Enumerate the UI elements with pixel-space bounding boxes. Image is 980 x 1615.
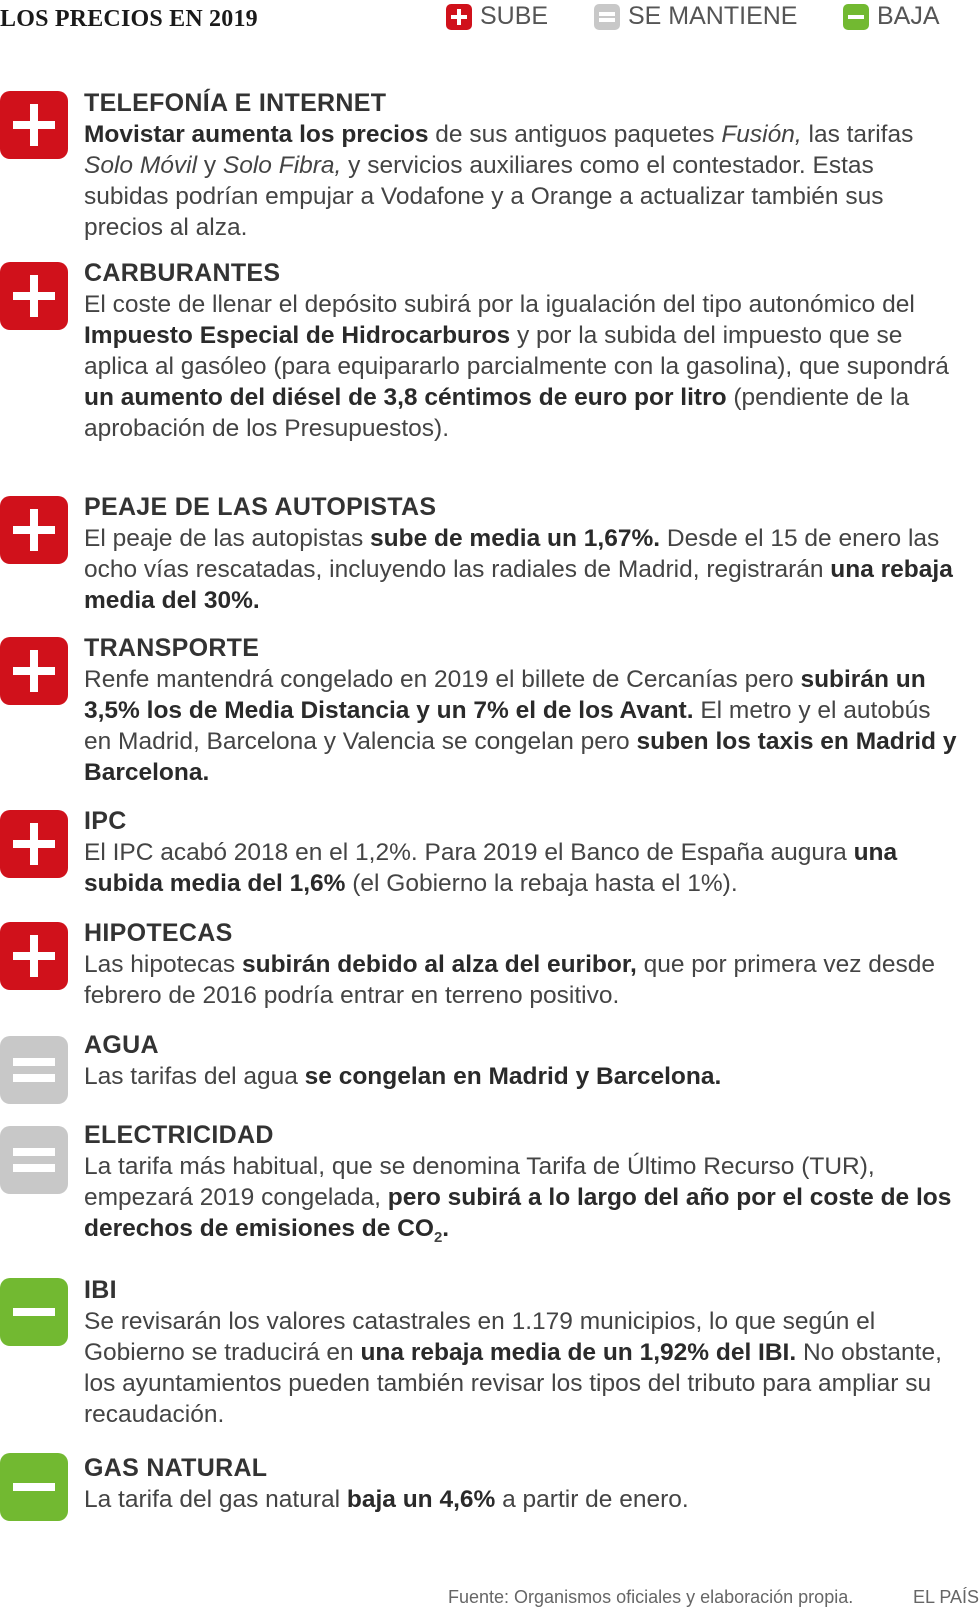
legend-se-mantiene: [594, 2, 797, 31]
plus-icon: [0, 91, 68, 159]
item-body: El IPC acabó 2018 en el 1,2%. Para 2019 el Banco de España augura una subida media del 1,6% (el Gobierno la rebaja hasta el 1%).: [84, 839, 898, 897]
item-body: Se revisarán los valores catastrales en 1.179 municipios, lo que según el Gobierno se traducirá en una rebaja media de un 1,92% del IBI. No obstante, los ayuntamientos pueden también revisar los tipos del tributo para ampliar su recaudación.: [84, 1308, 942, 1428]
plus-icon: [0, 922, 68, 990]
item-body: Movistar aumenta los precios de sus antiguos paquetes Fusión, las tarifas Solo Móvil y Solo Fibra, y servicios auxiliares como el contestador. Estas subidas podrían empujar a Vodafone y a Orange a actualizar también sus precios al alza.: [84, 121, 914, 241]
legend-label-baja: BAJA: [877, 2, 940, 30]
equals-icon: [0, 1036, 68, 1104]
page-title: LOS PRECIOS EN 2019: [0, 6, 258, 32]
item-body: Renfe mantendrá congelado en 2019 el billete de Cercanías pero subirán un 3,5% los de Media Distancia y un 7% el de los Avant. El metro y el autobús en Madrid, Barcelona y Valencia se congelan pero suben los taxis en Madrid y Barcelona.: [84, 666, 957, 786]
plus-icon: [0, 496, 68, 564]
item-title: IPC: [84, 807, 127, 835]
plus-icon: [446, 4, 472, 30]
item-title: HIPOTECAS: [84, 919, 233, 947]
plus-icon: [0, 637, 68, 705]
item-title: IBI: [84, 1276, 117, 1304]
item-title: TRANSPORTE: [84, 634, 260, 662]
minus-icon: [0, 1453, 68, 1521]
item-title: CARBURANTES: [84, 259, 281, 287]
legend-sube: [446, 2, 548, 31]
equals-icon: [594, 4, 620, 30]
item-body: El peaje de las autopistas sube de media un 1,67%. Desde el 15 de enero las ocho vías rescatadas, incluyendo las radiales de Madrid, registrarán una rebaja media del 30%.: [84, 525, 953, 614]
item-title: TELEFONÍA E INTERNET: [84, 89, 387, 117]
legend-baja: [843, 2, 940, 31]
header: [0, 0, 980, 40]
plus-icon: [0, 262, 68, 330]
minus-icon: [0, 1278, 68, 1346]
equals-icon: [0, 1126, 68, 1194]
item-title: AGUA: [84, 1031, 159, 1059]
item-body: La tarifa más habitual, que se denomina Tarifa de Último Recurso (TUR), empezará 2019 congelada, pero subirá a lo largo del año por el coste de los derechos de emisiones de $CO_2$.: [84, 1153, 952, 1246]
footer-source: Fuente: Organismos oficiales y elaboración propia.: [448, 1587, 854, 1607]
item-body: El coste de llenar el depósito subirá por la igualación del tipo autonómico del Impuesto Especial de Hidrocarburos y por la subida del impuesto que se aplica al gasóleo (para equipararlo parcialmente con la gasolina), que supondrá un aumento del diésel de 3,8 céntimos de euro por litro (pendiente de la aprobación de los Presupuestos).: [84, 291, 949, 442]
item-body: Las hipotecas subirán debido al alza del euribor, que por primera vez desde febrero de 2016 podría entrar en terreno positivo.: [84, 951, 936, 1009]
item-title: ELECTRICIDAD: [84, 1121, 274, 1149]
legend-label-sube: SUBE: [480, 2, 549, 30]
legend-label-se-mantiene: SE MANTIENE: [628, 2, 798, 30]
footer-brand: EL PAÍS: [913, 1587, 980, 1607]
plus-icon: [0, 810, 68, 878]
item-title: PEAJE DE LAS AUTOPISTAS: [84, 493, 437, 521]
item-title: GAS NATURAL: [84, 1454, 268, 1482]
item-body: Las tarifas del agua se congelan en Madrid y Barcelona.: [84, 1063, 722, 1090]
minus-icon: [843, 4, 869, 30]
item-body: La tarifa del gas natural baja un 4,6% a partir de enero.: [84, 1486, 689, 1513]
